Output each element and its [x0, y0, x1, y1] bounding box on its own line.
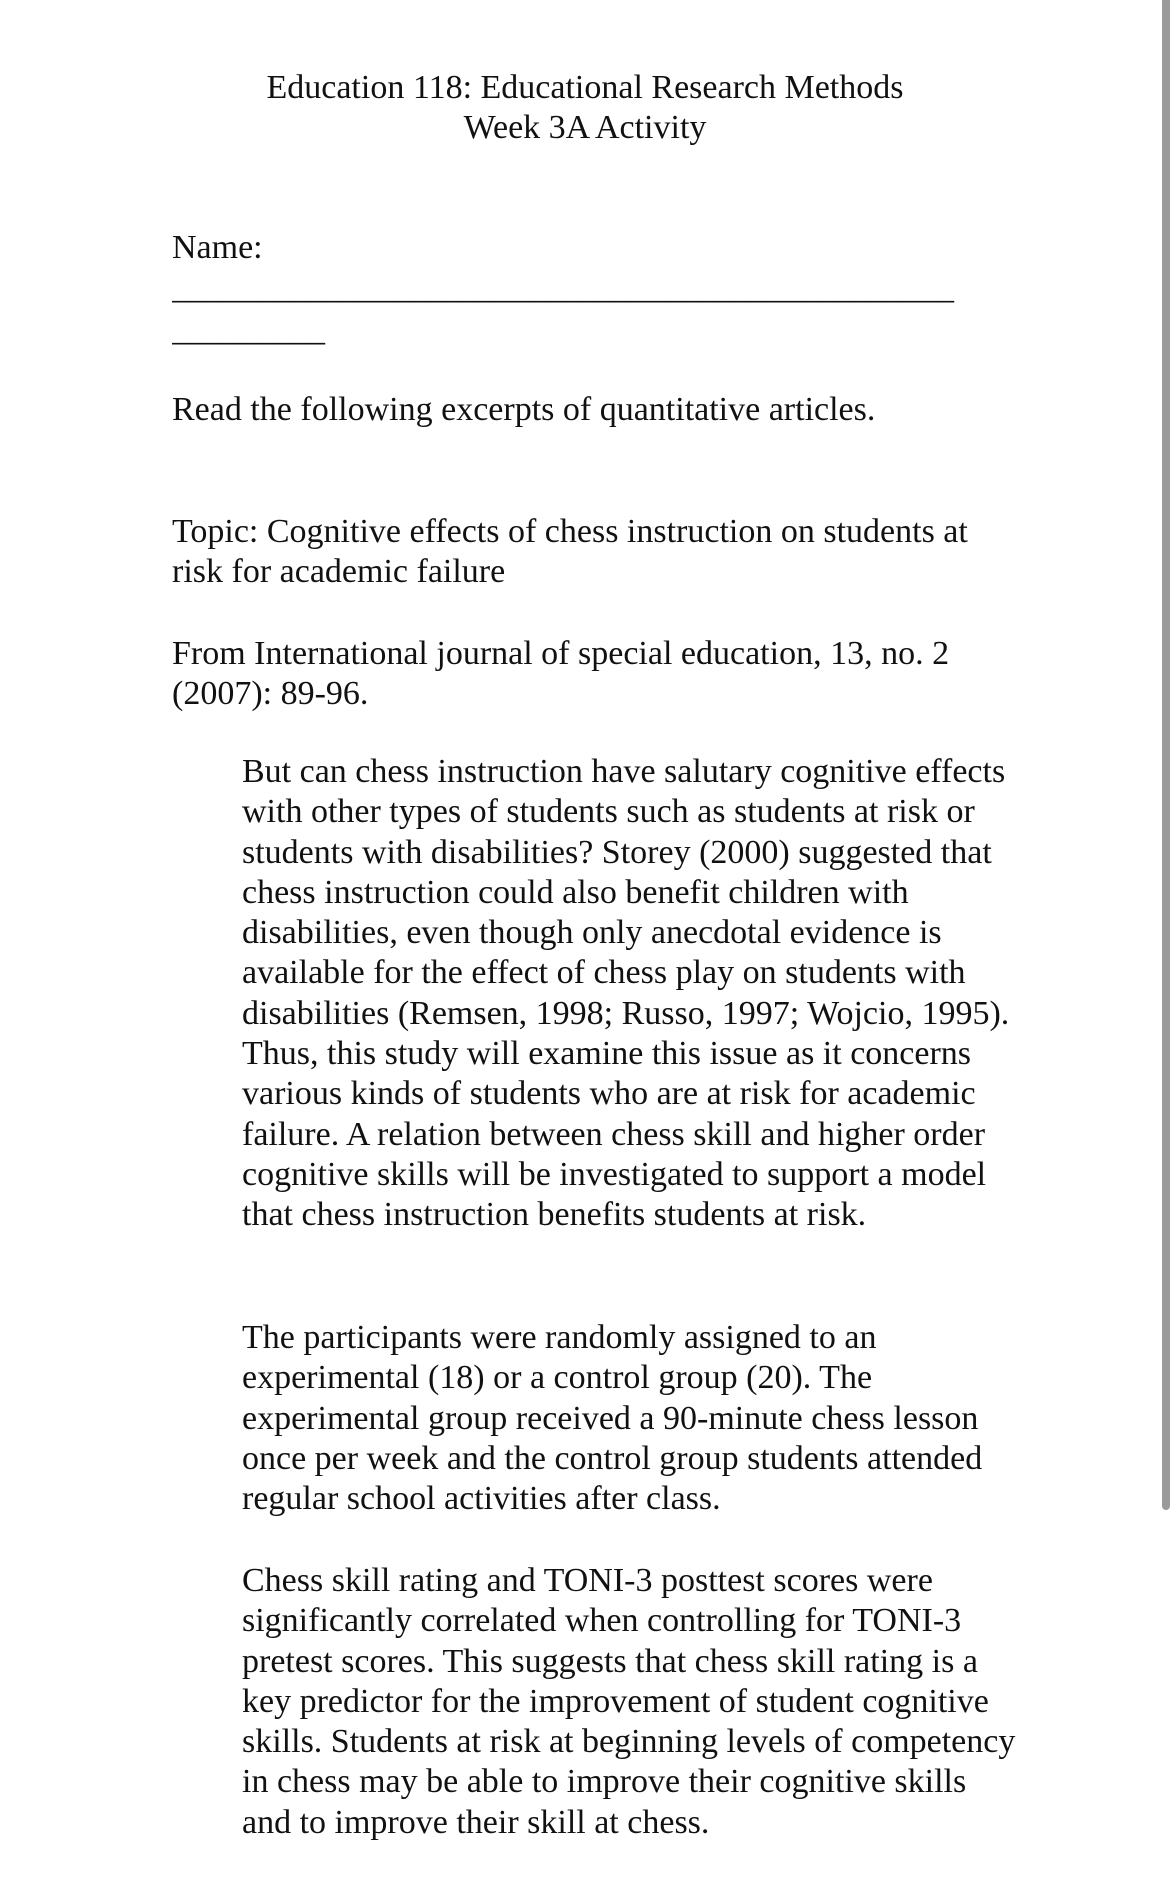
excerpt-paragraph-3: Chess skill rating and TONI-3 posttest scores were significantly correlated when controlling for TONI-3 pretest scores. This suggests that chess skill rating is a key predictor for the improvement of student cognitive skills. Students at risk at beginning levels of competency in chess may be able to improve their cognitive skills and to improve their skill at chess.	[242, 1562, 1016, 1841]
name-label: Name:	[172, 229, 263, 266]
source-citation: From International journal of special education, 13, no. 2 (2007): 89-96.	[172, 635, 950, 712]
topic-text: Topic: Cognitive effects of chess instruction on students at risk for academic failure	[172, 513, 968, 590]
excerpt-paragraph-2: The participants were randomly assigned to an experimental (18) or a control group (20). The experimental group received a 90-minute chess lesson once per week and the control group students attended regular school activities after class.	[242, 1319, 983, 1518]
activity-title: Week 3A Activity	[463, 109, 707, 146]
excerpt-paragraph-1: But can chess instruction have salutary cognitive effects with other types of students such as students at risk or students with disabilities? Storey (2000) suggested that chess instruction could also benefit children with disabilities, even though only anecdotal evidence is available for the effect of chess play on students with disabilities (Remsen, 1998; Russo, 1997; Wojcio, 1995). Thus, this study will examine this issue as it concerns various kinds of students who are at risk for academic failure. A relation between chess skill and higher order cognitive skills will be investigated to support a model that chess instruction benefits students at risk.	[242, 753, 1010, 1234]
name-blank-line: ______________________________________________	[172, 269, 954, 306]
vertical-scrollbar[interactable]	[1162, 0, 1170, 1510]
course-title: Education 118: Educational Research Methods	[266, 69, 904, 106]
document-header	[0, 68, 1170, 148]
instructions-text: Read the following excerpts of quantitative articles.	[172, 391, 876, 428]
name-blank-line-continued: _________	[172, 311, 325, 348]
